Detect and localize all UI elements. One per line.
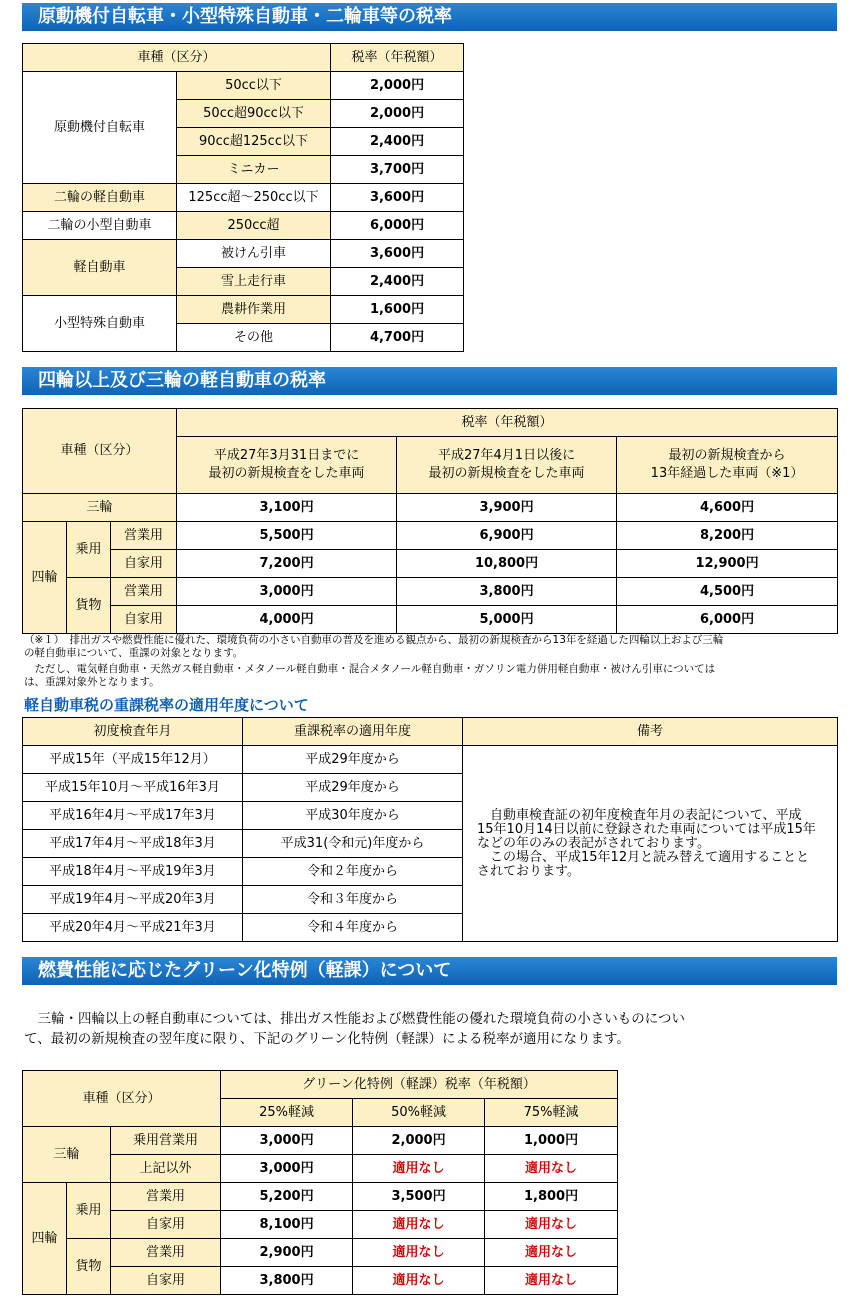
section-banner-4: 燃費性能に応じたグリーン化特例（軽課）について	[22, 957, 837, 985]
header-25: 25%軽減	[221, 1099, 353, 1127]
rate-cell: 3,000円	[177, 578, 397, 606]
rate-cell: 2,000円	[353, 1127, 485, 1155]
rate-cell: 2,000円	[331, 100, 464, 128]
rate-cell: 6,000円	[617, 606, 838, 634]
header-apply-year: 重課税率の適用年度	[243, 718, 463, 746]
rate-cell: 7,200円	[177, 550, 397, 578]
footnote-2	[24, 663, 839, 689]
footnote-1	[24, 634, 839, 660]
business-label: 営業用	[111, 1183, 221, 1211]
category-cell: 90cc超125cc以下	[177, 128, 331, 156]
category-cell: 250cc超	[177, 212, 331, 240]
rate-cell: 2,400円	[331, 128, 464, 156]
group-light-2wheel: 二輪の軽自動車	[23, 184, 177, 212]
rate-cell: 3,800円	[397, 578, 617, 606]
heavy-tax-year-table	[22, 717, 838, 942]
remark-line: などの年のみの表記がされております。	[477, 835, 710, 851]
apply-year-cell: 令和４年度から	[243, 914, 463, 942]
rate-cell: 5,000円	[397, 606, 617, 634]
rate-cell: 10,800円	[397, 550, 617, 578]
rate-cell: 8,100円	[221, 1211, 353, 1239]
rate-cell: 8,200円	[617, 522, 838, 550]
group-small-2wheel: 二輪の小型自動車	[23, 212, 177, 240]
apply-year-cell: 平成29年度から	[243, 746, 463, 774]
inspection-cell: 平成18年4月～平成19年3月	[23, 858, 243, 886]
not-applicable-cell: 適用なし	[485, 1267, 618, 1295]
row-four-wheel: 四輪	[23, 522, 67, 634]
rate-cell: 3,100円	[177, 494, 397, 522]
header-type: 車種（区分）	[23, 44, 331, 72]
rate-cell: 1,000円	[485, 1127, 618, 1155]
remark-line: 15年10月14日以前に登録された車両については平成15年	[477, 821, 816, 837]
group-special: 小型特殊自動車	[23, 296, 177, 352]
private-label: 自家用	[111, 606, 177, 634]
cargo-label: 貨物	[67, 1239, 111, 1295]
rate-cell: 4,500円	[617, 578, 838, 606]
header-75: 75%軽減	[485, 1099, 618, 1127]
remark-line: されております。	[477, 863, 580, 879]
other-label: 上記以外	[111, 1155, 221, 1183]
inspection-cell: 平成16年4月～平成17年3月	[23, 802, 243, 830]
rate-cell: 3,700円	[331, 156, 464, 184]
not-applicable-cell: 適用なし	[485, 1155, 618, 1183]
category-cell: ミニカー	[177, 156, 331, 184]
rate-cell: 3,000円	[221, 1155, 353, 1183]
passenger-label: 乗用	[67, 522, 111, 578]
remark-line: 自動車検査証の初年度検査年月の表記について、平成	[477, 807, 802, 823]
footnote-line: の軽自動車について、重課の対象となります。	[24, 647, 244, 659]
rate-cell: 3,800円	[221, 1267, 353, 1295]
rate-cell: 3,000円	[221, 1127, 353, 1155]
inspection-cell: 平成20年4月～平成21年3月	[23, 914, 243, 942]
green-special-table	[22, 1070, 618, 1295]
rate-cell: 3,900円	[397, 494, 617, 522]
header-line: 平成27年3月31日までに	[213, 448, 360, 463]
rate-cell: 1,600円	[331, 296, 464, 324]
rate-cell: 12,900円	[617, 550, 838, 578]
rate-cell: 3,500円	[353, 1183, 485, 1211]
rate-cell: 5,200円	[221, 1183, 353, 1211]
business-label: 営業用	[111, 522, 177, 550]
header-rate: 税率（年税額）	[331, 44, 464, 72]
footnote-line: （※１） 排出ガスや燃費性能に優れた、環境負荷の小さい自動車の普及を進める観点から、最初の新規検査から13年を経過した四輪以上および三輪	[24, 634, 724, 646]
remark-line: この場合、平成15年12月と読み替えて適用することと	[477, 849, 810, 865]
rate-cell: 3,600円	[331, 184, 464, 212]
header-line: 平成27年4月1日以後に	[437, 448, 576, 463]
header-first-inspection: 初度検査年月	[23, 718, 243, 746]
not-applicable-cell: 適用なし	[353, 1155, 485, 1183]
header-remark: 備考	[463, 718, 838, 746]
header-line: 13年経過した車両（※1）	[650, 466, 804, 481]
apply-year-cell: 平成31(令和元)年度から	[243, 830, 463, 858]
header-type: 車種（区分）	[23, 409, 177, 494]
rate-cell: 6,000円	[331, 212, 464, 240]
light-vehicle-tax-table	[22, 408, 838, 634]
paragraph-line: て、最初の新規検査の翌年度に限り、下記のグリーン化特例（軽課）による税率が適用になります。	[24, 1031, 630, 1047]
section-banner-1: 原動機付自転車・小型特殊自動車・二輪車等の税率	[22, 3, 837, 31]
paragraph-line: 三輪・四輪以上の軽自動車については、排出ガス性能および燃費性能の優れた環境負荷の小さいものについ	[24, 1011, 685, 1027]
header-rate: 税率（年税額）	[177, 409, 838, 437]
not-applicable-cell: 適用なし	[353, 1211, 485, 1239]
category-cell: 雪上走行車	[177, 268, 331, 296]
cargo-label: 貨物	[67, 578, 111, 634]
rate-cell: 4,000円	[177, 606, 397, 634]
header-50: 50%軽減	[353, 1099, 485, 1127]
rate-cell: 6,900円	[397, 522, 617, 550]
not-applicable-cell: 適用なし	[485, 1211, 618, 1239]
category-cell: 125cc超～250cc以下	[177, 184, 331, 212]
inspection-cell: 平成19年4月～平成20年3月	[23, 886, 243, 914]
row-three-wheel: 三輪	[23, 494, 177, 522]
moped-tax-table	[22, 43, 464, 352]
private-label: 自家用	[111, 1267, 221, 1295]
category-cell: その他	[177, 324, 331, 352]
footnote-line: は、重課対象外となります。	[24, 676, 160, 688]
header-col2	[397, 437, 617, 494]
not-applicable-cell: 適用なし	[353, 1267, 485, 1295]
passenger-label: 乗用	[67, 1183, 111, 1239]
header-line: 最初の新規検査をした車両	[428, 466, 585, 481]
rate-cell: 1,800円	[485, 1183, 618, 1211]
private-label: 自家用	[111, 1211, 221, 1239]
apply-year-cell: 平成29年度から	[243, 774, 463, 802]
header-col3	[617, 437, 838, 494]
header-col1	[177, 437, 397, 494]
not-applicable-cell: 適用なし	[353, 1239, 485, 1267]
remark-cell	[463, 746, 838, 942]
section-banner-2: 四輪以上及び三輪の軽自動車の税率	[22, 367, 837, 395]
inspection-cell: 平成15年（平成15年12月）	[23, 746, 243, 774]
rate-cell: 5,500円	[177, 522, 397, 550]
private-label: 自家用	[111, 550, 177, 578]
business-label: 営業用	[111, 578, 177, 606]
apply-year-cell: 平成30年度から	[243, 802, 463, 830]
row-four-wheel: 四輪	[23, 1183, 67, 1295]
row-three-wheel: 三輪	[23, 1127, 111, 1183]
footnote-line: ただし、電気軽自動車・天然ガス軽自動車・メタノール軽自動車・混合メタノール軽自動車・ガソリン電力併用軽自動車・被けん引車については	[24, 663, 716, 675]
rate-cell: 4,600円	[617, 494, 838, 522]
rate-cell: 4,700円	[331, 324, 464, 352]
category-cell: 50cc超90cc以下	[177, 100, 331, 128]
inspection-cell: 平成17年4月～平成18年3月	[23, 830, 243, 858]
rate-cell: 2,900円	[221, 1239, 353, 1267]
rate-cell: 3,600円	[331, 240, 464, 268]
green-special-paragraph	[24, 1009, 824, 1049]
group-light: 軽自動車	[23, 240, 177, 296]
category-cell: 50cc以下	[177, 72, 331, 100]
header-type: 車種（区分）	[23, 1071, 221, 1127]
not-applicable-cell: 適用なし	[485, 1239, 618, 1267]
category-cell: 農耕作業用	[177, 296, 331, 324]
passenger-business-label: 乗用営業用	[111, 1127, 221, 1155]
group-moped: 原動機付自転車	[23, 72, 177, 184]
category-cell: 被けん引車	[177, 240, 331, 268]
business-label: 営業用	[111, 1239, 221, 1267]
rate-cell: 2,000円	[331, 72, 464, 100]
header-line: 最初の新規検査から	[668, 448, 786, 463]
heavy-tax-subtitle: 軽自動車税の重課税率の適用年度について	[24, 696, 309, 714]
header-rate: グリーン化特例（軽課）税率（年税額）	[221, 1071, 618, 1099]
apply-year-cell: 令和２年度から	[243, 858, 463, 886]
rate-cell: 2,400円	[331, 268, 464, 296]
apply-year-cell: 令和３年度から	[243, 886, 463, 914]
inspection-cell: 平成15年10月～平成16年3月	[23, 774, 243, 802]
header-line: 最初の新規検査をした車両	[208, 466, 365, 481]
